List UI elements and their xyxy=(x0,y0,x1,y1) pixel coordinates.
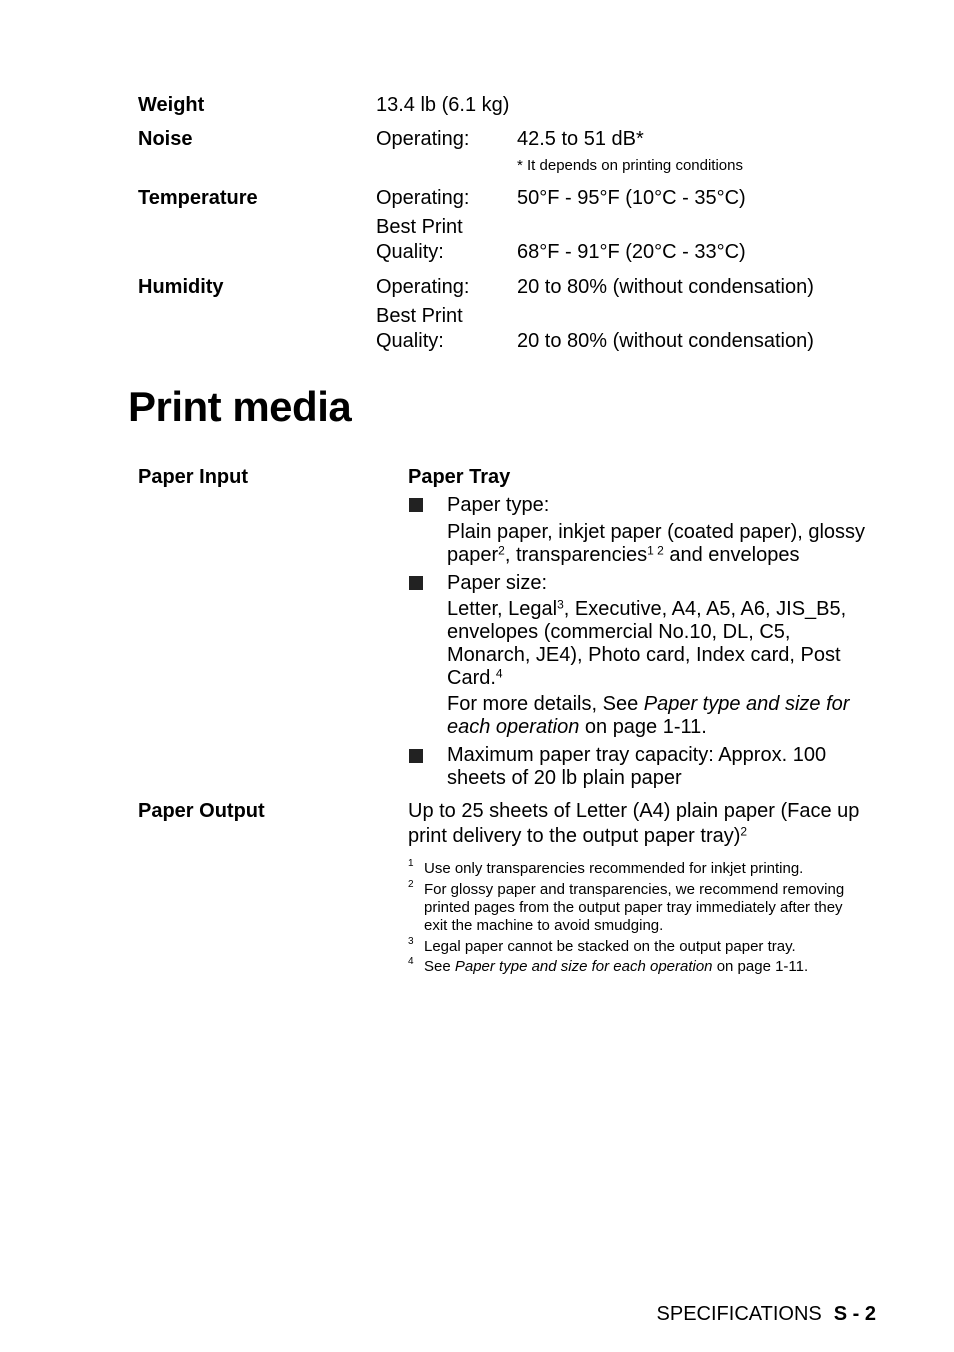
humidity-value-best: 20 to 80% (without condensation) xyxy=(517,330,814,352)
footnote-ref: 2 xyxy=(498,543,505,558)
humidity-value-operating: 20 to 80% (without condensation) xyxy=(517,276,814,298)
page-footer xyxy=(657,1302,876,1326)
footnote-ref: 4 xyxy=(495,666,503,681)
paper-output-label: Paper Output xyxy=(138,800,265,822)
footnote-2-text-3: exit the machine to avoid smudging. xyxy=(424,917,664,934)
footnote-4-prefix: See xyxy=(424,958,455,975)
bullet-square-icon xyxy=(409,749,423,763)
bullet-square-icon xyxy=(409,576,423,590)
footnote-4-text xyxy=(424,958,808,976)
footnote-number: 2 xyxy=(408,879,414,890)
footnote-4-suffix: on page 1-11. xyxy=(712,958,809,975)
paper-output-text: print delivery to the output paper tray) xyxy=(408,825,741,847)
paper-size-line-1 xyxy=(447,598,846,621)
paper-output-line-2 xyxy=(408,824,859,849)
noise-value: 42.5 to 51 dB* xyxy=(517,128,644,150)
footnote-number: 4 xyxy=(408,956,414,967)
capacity-line-2: sheets of 20 lb plain paper xyxy=(447,767,682,789)
footnote-4-reference: Paper type and size for each operation xyxy=(454,958,713,975)
paper-size-text-b: , Executive, A4, A5, A6, JIS_B5, xyxy=(563,598,847,620)
footnote-ref: 2 xyxy=(740,824,748,839)
details-prefix: For more details, See xyxy=(447,693,644,715)
footnote-number: 3 xyxy=(408,936,414,947)
details-reference-a: Paper type and size for xyxy=(643,693,850,715)
footnote-2-text-2: printed pages from the output paper tray immediately after they xyxy=(424,899,843,916)
temperature-sublabel-best-b: Quality: xyxy=(376,241,444,263)
humidity-label: Humidity xyxy=(138,276,224,298)
details-reference-b: each operation xyxy=(447,716,580,738)
paper-type-line-1: Plain paper, inkjet paper (coated paper), glossy xyxy=(447,521,866,543)
temperature-label: Temperature xyxy=(138,187,258,209)
capacity-line-1: Maximum paper tray capacity: Approx. 100 xyxy=(447,744,827,766)
footnote-ref: 3 xyxy=(557,597,564,612)
temperature-value-operating: 50°F - 95°F (10°C - 35°C) xyxy=(517,187,746,209)
footnote-3-text: Legal paper cannot be stacked on the output paper tray. xyxy=(424,938,796,955)
temperature-value-best: 68°F - 91°F (20°C - 33°C) xyxy=(517,241,746,263)
paper-size-line-2: envelopes (commercial No.10, DL, C5, xyxy=(447,621,791,643)
weight-value: 13.4 lb (6.1 kg) xyxy=(376,94,510,116)
paper-size-line-3: Monarch, JE4), Photo card, Index card, Post xyxy=(447,644,841,666)
paper-output-line-1: Up to 25 sheets of Letter (A4) plain paper (Face up xyxy=(408,800,860,822)
footnote-2-text-1: For glossy paper and transparencies, we recommend removing xyxy=(424,881,845,898)
paper-input-label: Paper Input xyxy=(138,466,249,488)
paper-details-note xyxy=(447,693,849,739)
paper-type-line-2 xyxy=(447,544,865,567)
paper-tray-heading: Paper Tray xyxy=(408,466,511,488)
paper-type-text-c: and envelopes xyxy=(663,544,800,566)
paper-output-description xyxy=(408,799,859,849)
humidity-sublabel-best-a: Best Print xyxy=(376,305,463,327)
temperature-sublabel-best-a: Best Print xyxy=(376,216,463,238)
bullet-square-icon xyxy=(409,498,423,512)
humidity-sublabel-operating: Operating: xyxy=(376,276,470,298)
noise-note: * It depends on printing conditions xyxy=(517,157,743,174)
details-line-1 xyxy=(447,693,849,716)
paper-size-text-c: Card. xyxy=(447,667,496,689)
details-suffix: on page 1-11. xyxy=(579,716,707,738)
temperature-sublabel-operating: Operating: xyxy=(376,187,470,209)
paper-type-text-a: paper xyxy=(447,544,499,566)
footnote-number: 1 xyxy=(408,858,414,869)
noise-sublabel: Operating: xyxy=(376,128,470,150)
footnote-1-text: Use only transparencies recommended for inkjet printing. xyxy=(424,860,804,877)
weight-label: Weight xyxy=(138,94,205,116)
details-line-2 xyxy=(447,716,849,739)
paper-type-text-b: , transparencies xyxy=(504,544,648,566)
page-number: S - 2 xyxy=(833,1303,876,1325)
noise-label: Noise xyxy=(138,128,193,150)
footnote-ref: 1 2 xyxy=(647,543,664,558)
paper-type-label: Paper type: xyxy=(447,494,550,516)
paper-size-text-a: Letter, Legal xyxy=(447,598,558,620)
paper-size-label: Paper size: xyxy=(447,572,548,594)
paper-size-line-4 xyxy=(447,667,846,690)
paper-size-description xyxy=(447,598,846,690)
humidity-sublabel-best-b: Quality: xyxy=(376,330,444,352)
tray-capacity xyxy=(447,744,826,790)
section-title: Print media xyxy=(128,383,352,430)
paper-type-description xyxy=(447,521,865,567)
footer-section: SPECIFICATIONS xyxy=(656,1303,822,1325)
